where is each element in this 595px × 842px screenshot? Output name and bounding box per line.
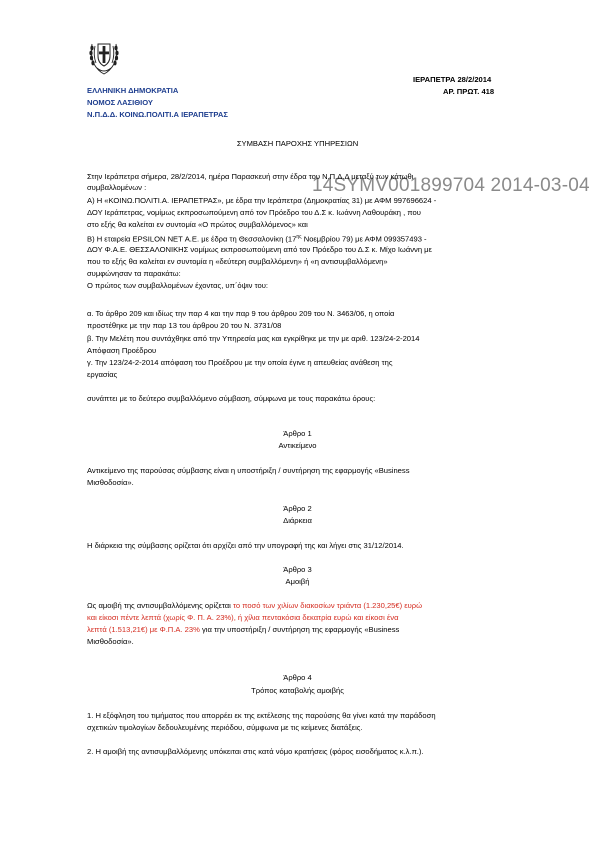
party-b-line2: ΔΟΥ Φ.Α.Ε. ΘΕΣΣΑΛΟΝΙΚΗΣ νομίμως εκπροσωπούμενη από τον Πρόεδρο του Δ.Σ κ. Μίχο Ιωάννη με [87,245,432,254]
consideration-b-line2: Απόφαση Προέδρου [87,346,157,355]
superscript-ordinal: ης [296,234,302,240]
party-b-line1-end: Νοεμβρίου 79) με ΑΦΜ 099357493 - [301,234,427,244]
party-a-line2: ΔΟΥ Ιεράπετρας, νομίμως εκπροσωπούμενη από τον Πρόεδρο του Δ.Σ κ. Ιωάννη Λαθουράκη , που [87,208,421,217]
article-3-line4: Μισθοδοσία». [87,637,134,646]
consideration-c-line2: εργασίας [87,370,118,379]
article-1-title: Αντικείμενο [278,441,317,450]
org-name-line1: ΕΛΛΗΝΙΚΗ ΔΗΜΟΚΡΑΤΙΑ [87,86,179,95]
first-party-line: Ο πρώτος των συμβαλλομένων έχοντας, υπ΄όψιν του: [87,281,268,290]
intro-line1: Στην Ιεράπετρα σήμερα, 28/2/2014, ημέρα Παρασκευή στην έδρα του Ν.Π.Δ.Δ μεταξύ των κάτωθι [87,172,414,181]
article-3-line2: και είκοσι πέντε λεπτά (χωρίς Φ. Π. Α. 23%), ή χίλια πεντακόσια δεκατρία ευρώ και είκοσι ένα [87,613,399,622]
greek-coat-of-arms-emblem [87,38,121,76]
fee-amount-text: το ποσό των χιλίων διακοσίων τριάντα (1.230,25€) ευρώ [232,601,423,610]
document-title: ΣΥΜΒΑΣΗ ΠΑΡΟΧΗΣ ΥΠΗΡΕΣΙΩΝ [236,139,359,148]
party-a-line1: Α) Η «ΚΟΙΝΩ.ΠΟΛΙΤΙ.Α. ΙΕΡΑΠΕΤΡΑΣ», με έδρα την Ιεράπετρα (Δημοκρατίας 31) με ΑΦΜ 997696624 - [87,196,437,205]
party-b-line1 [87,232,427,245]
consideration-c-line1: γ. Την 123/24-2-2014 απόφαση του Προέδρου με την οποία έγινε η απευθείας ανάθεση της [87,358,393,367]
article-2-number: Άρθρο 2 [283,504,312,513]
article-4-title: Τρόπος καταβολής αμοιβής [251,686,344,695]
fee-intro-text: Ως αμοιβή της αντισυμβαλλόμενης ορίζεται [87,601,233,610]
party-b-line1-start: Β) Η εταιρεία EPSILON NET Α.Ε. με έδρα τη Θεσσαλονίκη (17 [87,234,297,244]
article-2-title: Διάρκεια [283,516,312,525]
article-4-number: Άρθρο 4 [283,673,312,682]
party-b-line3: που το εξής θα καλείται εν συντομία η «δεύτερη συμβαλλόμενη» ή «η αντισυμβαλλόμενη» [87,257,388,266]
party-b-line4: συμφώνησαν τα παρακάτω: [87,269,181,278]
intro-line2: συμβαλλομένων : [87,183,147,192]
article-3-number: Άρθρο 3 [283,565,312,574]
article-4-line1: 1. Η εξόφληση του τιμήματος που απορρέει εκ της εκτέλεσης της παρούσης θα γίνει κατά την παράδοση [87,711,436,720]
fee-total-text: λεπτά (1.513,21€) με Φ.Π.Α. 23% [87,625,200,634]
consideration-b-line1: β. Την Μελέτη που συντάχθηκε από την Υπηρεσία μας και εγκρίθηκε με την με αριθ. 123/24-2-2014 [87,334,420,343]
article-1-line1: Αντικείμενο της παρούσας σύμβασης είναι η υποστήριξη / συντήρηση της εφαρμογής «Business [87,466,410,475]
article-1-number: Άρθρο 1 [283,429,312,438]
fee-purpose-text: για την υποστήριξη / συντήρηση της εφαρμογής «Business [199,625,400,634]
article-4-line3: 2. Η αμοιβή της αντισυμβαλλόμενης υπόκειται στις κατά νόμο κρατήσεις (φόρος εισοδήματος κ.λ.π.). [87,747,424,756]
watermark-stamp: 14SYMV001899704 2014-03-04 [312,175,590,196]
party-a-line3: στο εξής θα καλείται εν συντομία «Ο πρώτος συμβαλλόμενος» και [87,220,308,229]
consideration-a-line1: α. Το άρθρο 209 και ιδίως την παρ 4 και την παρ 9 του άρθρου 209 του Ν. 3463/06, η οποία [87,309,395,318]
article-3-title: Αμοιβή [285,577,310,586]
article-2-line1: Η διάρκεια της σύμβασης ορίζεται ότι αρχίζει από την υπογραφή της και λήγει στις 31/12/2014. [87,541,404,550]
article-3-line1 [87,600,422,611]
protocol-number: ΑΡ. ΠΡΩΤ. 418 [443,87,495,96]
article-4-line2: σχετικών τιμολογίων δεδουλευμένης περιόδου, σύμφωνα με τις κείμενες διατάξεις. [87,723,363,732]
article-1-line2: Μισθοδοσία». [87,478,134,487]
consideration-a-line2: προστέθηκε με την παρ 13 του άρθρου 20 του Ν. 3731/08 [87,321,282,330]
article-3-line3 [87,624,399,635]
agreement-line: συνάπτει με το δεύτερο συμβαλλόμενο σύμβαση, σύμφωνα με τους παρακάτω όρους: [87,394,376,403]
place-date: ΙΕΡΑΠΕΤΡΑ 28/2/2014 [413,75,492,84]
org-name-line2: ΝΟΜΟΣ ΛΑΣΙΘΙΟΥ [87,98,153,107]
org-name-line3: Ν.Π.Δ.Δ. ΚΟΙΝΩ.ΠΟΛΙΤΙ.Α ΙΕΡΑΠΕΤΡΑΣ [87,110,228,119]
